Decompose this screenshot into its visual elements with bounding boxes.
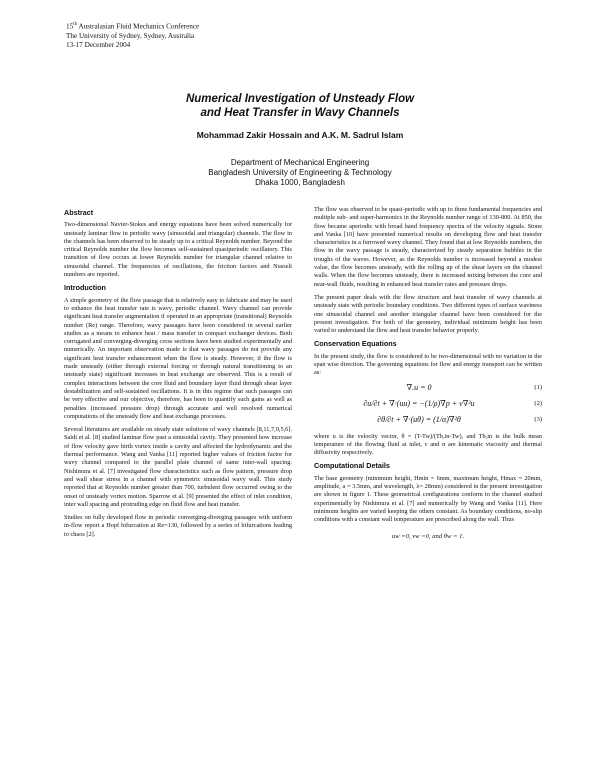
introduction-heading: Introduction	[64, 283, 106, 293]
introduction-paragraph-1: A simple geometry of the flow passage that is relatively easy to fabricate and may be used to enhance the heat transfer rate is wavy, periodic channel. Wavy channel can provide significant heat transfer augmentation if operated in an appropriate (transitional) Reynolds number (Re) range. Therefore, wavy passages have been considered in several earlier studies as a means to enhance heat / mass transfer in compact exchanger devices. Both corrugated and converging-diverging cross sections have been studied experimentally and numerically. An important observation made is that wavy passages do not provide any significant heat transfer enhancement when the flow is steady. However, if the flow is made unsteady (either through external forcing or through natural transitioning to an unsteady state) significant increases in heat exchange are observed. This is a result of complex interactions between the core fluid and boundary layer fluid through shear layer destabilization and self-sustained oscillations. It is in this regime that such passages can be very effective and our objective, therefore, has been to quantify such gains as well as penalties (increased pressure drop) through accurate and well resolved numerical computations of the unsteady flow and heat exchange processes.	[64, 296, 292, 420]
equation-description: where u is the velocity vector, θ = (T-Tw)/(Tb,in-Tw), and Tb,in is the bulk mean temperature of the flowing fluid at inlet, ν and α are kinematic viscosity and thermal diffusivity respectively.	[314, 432, 542, 457]
left-column	[64, 206, 292, 544]
right-column	[314, 206, 542, 541]
conference-line-3: 13-17 December 2004	[66, 41, 131, 50]
affiliation-department: Department of Mechanical Engineering	[230, 158, 370, 167]
boundary-condition: uw =0, vw =0, and θw = 1.	[391, 532, 465, 540]
paper-title	[0, 92, 600, 120]
title-line-1: Numerical Investigation of Unsteady Flow	[185, 93, 415, 105]
conference-line-2: The University of Sydney, Sydney, Australia	[66, 31, 195, 40]
affiliation-city: Dhaka 1000, Bangladesh	[255, 178, 345, 187]
equation-3-number: (3)	[534, 416, 542, 424]
introduction-paragraph-3: Studies on fully developed flow in periodic converging-diverging passages with uniform in-flow report a Hopf bifurcation at Re=130, followed by a series of bifurcations leading to chaos [2].	[64, 514, 292, 538]
equation-3	[314, 416, 542, 424]
affiliation-university: Bangladesh University of Engineering & Technology	[208, 168, 392, 177]
equation-1-number: (1)	[534, 383, 542, 391]
equation-2	[314, 400, 542, 408]
right-paragraph-1: The flow was observed to be quasi-periodic with up to three fundamental frequencies and multiple sub- and super-harmonics in the Reynolds number range of 130-800. At 850, the flow became aperiodic with broad band frequency spectra of the velocity signals. Stone and Vanka [10] have presented numerical results on developing flow and heat transfer characteristics in a furrowed wavy channel. They found that at low Reynolds numbers, the flow in the wavy passage is steady, characterized by steady separation bubbles in the troughs of the waves. However, as the Reynolds number is increased beyond a modest value, the flow becomes unsteady, with the rolling up of the shear layers on the channel walls. When the flow becomes unsteady, there is increased mixing between the core and near-wall fluids, resulting in enhanced heat transfer rates and pressure drops.	[314, 206, 542, 288]
affiliation	[0, 158, 600, 188]
equation-3-body: ∂θ/∂t + ∇·(uθ) = (1/α)∇²θ	[377, 415, 461, 425]
right-paragraph-2: The present paper deals with the flow structure and heat transfer of wavy channels at unsteady state with periodic boundary conditions. Two different types of surface waviness one sinusoidal channel and another triangular channel have been considered for the present investigation. For both of the geometry, individual minimum height has been varied to understand the flow and heat transfer behavior properly.	[314, 293, 542, 335]
computational-heading: Computational Details	[314, 461, 390, 471]
equation-1	[314, 384, 542, 392]
abstract-heading: Abstract	[64, 208, 94, 217]
equation-2-body: ∂u/∂t + ∇·(uu) = −(1/ρ)∇p + ν∇²u	[363, 398, 475, 408]
abstract-text: Two-dimensional Navier-Stokes and energy equations have been solved numerically for unsteady laminar flow in periodic wavy (sinusoidal and triangular) channels. The flow in the channels has been observed to be steady up to a critical Reynolds number. Beyond the critical Reynolds number the flow becomes self-sustained quasiperiodic oscillatory. This transition of flow occurs at lower Reynolds number for triangular channel relative to sinusoidal channel. The frequencies of oscillations, the friction factors and Nusselt numbers are reported.	[64, 221, 292, 279]
conservation-heading: Conservation Equations	[314, 339, 397, 349]
conservation-text: In the present study, the flow is considered to be two-dimensional with no variation in the span wise direction. The governing equations for flow and energy transport can be written as:	[314, 352, 542, 377]
introduction-paragraph-2: Several literatures are available on steady state solutions of wavy channels [8,11,7,9,5,6]. Saidi et al. [8] studied laminar flow past a sinusoidal cavity. They presented how increase of flow velocity gave birth vortex inside a cavity and affected the hydrodynamic and the thermal performance. Wang and Vanka [11] reported higher values of friction factor for wavy channel compared to the parallel plate channel of same inter-wall spacing. Nishimura et al. [7] investigated flow characteristics such as flow pattern, pressure drop and wall shear stress in a channel with symmetric sinusoidal wavy wall. This study reported that at Reynolds number greater than 700, turbulent flow occurred owing to the onset of unsteady vortex motion. Sparrow et al. [9] presented the effect of inlet condition, inter wall spacing and protruding edge on fluid flow and heat transfer.	[64, 426, 292, 508]
computational-text: The base geometry (minimum height, Hmin = 6mm, maximum height, Hmax = 20mm, amplitude, a = 3.5mm, and wavelength, λ= 28mm) considered in the present investigation are shown in figure 1. These geometrical configurations conform to the channel studied experimentally by Nishimura et al. [7] and numerically by Wang and Vanka [11]. Here minimum heights are varied keeping the others constant. As boundary conditions, no-slip conditions with a constant wall temperature are prescribed along the wall. Thus	[314, 474, 542, 524]
equation-2-number: (2)	[534, 399, 542, 407]
title-line-2: and Heat Transfer in Wavy Channels	[200, 107, 400, 119]
authors: Mohammad Zakir Hossain and A.K. M. Sadrul Islam	[196, 130, 404, 140]
conference-info	[66, 20, 199, 51]
conference-line-1: 15th Australasian Fluid Mechanics Conference	[66, 22, 200, 31]
equation-1-body: ∇.u = 0	[406, 382, 432, 392]
